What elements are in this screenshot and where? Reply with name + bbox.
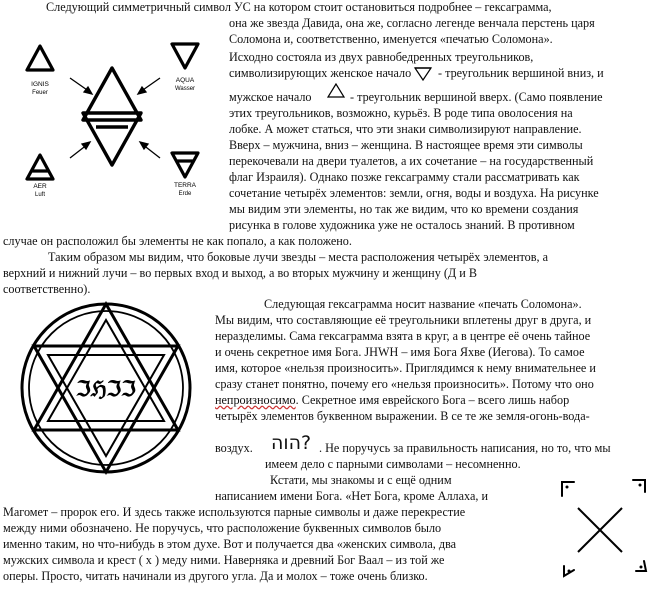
aer-sublabel: Luft xyxy=(34,192,46,198)
p1-line-14: рисунка в голове художника уже не осталось знаний. В противном xyxy=(229,218,575,232)
allah-name-figure xyxy=(550,468,660,588)
fire-symbol xyxy=(27,46,53,70)
p4-line-5: именно таким, но что-нибудь в этом духе. Вот и получается два «женских символа, два xyxy=(3,537,457,551)
aer-label: AER xyxy=(33,183,47,190)
p1-line-5b: - треугольник вершиной вниз, и xyxy=(438,66,604,80)
seal-inscription: ℑℌℑℑ xyxy=(76,378,136,401)
p4-line-1: Кстати, мы знакомы и с ещё одним xyxy=(270,473,452,487)
terra-label: TERRA xyxy=(173,182,197,189)
p1-line-11: флаг Израиля). Однако позже гексаграмму стали рассматривать как xyxy=(229,170,580,184)
earth-symbol xyxy=(172,153,198,177)
p4-line-7: оперы. Просто, читать начинали из другого угла. Да и молох – тоже очень близко. xyxy=(3,569,428,583)
p2-line-1: Таким образом мы видим, что боковые лучи звезды – места расположения четырёх элементов, а xyxy=(48,250,549,264)
four-elements-figure xyxy=(0,0,240,200)
p3-line-7b: . Секретное имя еврейского Бога – всего лишь набор xyxy=(295,393,570,407)
p4-line-3: Магомет – пророк его. И здесь также используются парные символы и даже перекрестие xyxy=(3,505,466,519)
terra-sublabel: Erde xyxy=(178,191,192,197)
p1-line-3: Соломона и, соответственно, именуется «печатью Соломона». xyxy=(229,32,553,46)
p3-line-10: имеем дело с парными символами – несомненно. xyxy=(265,457,521,471)
air-symbol xyxy=(27,155,53,179)
unpronounceable-word: непроизносимо xyxy=(215,393,296,407)
p1-line-4: Исходно состояла из двух равнобедренных треугольников, xyxy=(229,50,534,64)
p1-line-5: символизирующих женское начало xyxy=(229,66,412,80)
p1-line-6: мужское начало xyxy=(229,90,312,104)
p4-line-6: мужских символа и крест ( х ) меду ними. Наверняка и древний Бог Ваал – из той же xyxy=(3,553,445,567)
p1-line-10: перекочевали на двери туалетов, а их сочетание – на государственный xyxy=(229,154,594,168)
p3-line-4: и очень секретное имя Бога. JHWH – имя Бога Яхве (Иегова). То самое xyxy=(215,345,585,359)
p1-line-9: Вверх – мужчина, вниз – женщина. В настоящее время эти символы xyxy=(229,138,583,152)
water-symbol xyxy=(172,44,198,68)
p3-line-5: имя, которое «нельзя произносить». Приглядимся к нему внимательнее и xyxy=(215,361,596,375)
p3-line-3: неразделимы. Сама гексаграмма взята в круг, а в центре её очень тайное xyxy=(215,329,591,343)
ignis-label: IGNIS xyxy=(31,81,49,88)
p2-line-3: соответственно). xyxy=(3,282,91,296)
triangle-up-icon xyxy=(325,82,347,100)
p3-line-8: четырёх элементов буквенном выражении. В се те же земля-огонь-вода- xyxy=(215,409,590,423)
p3-line-9b: . Не поручусь за правильность написания, но то, что мы xyxy=(319,441,611,455)
p1-line-2: она же звезда Давида, она же, согласно легенде венчала перстень царя xyxy=(229,16,595,30)
p3-line-9: воздух. xyxy=(215,441,253,455)
p4-line-2: написанием имени Бога. «Нет Бога, кроме Аллаха, и xyxy=(215,489,488,503)
p1-line-8: лобке. А может статься, что эти знаки символизируют направление. xyxy=(229,122,582,136)
p1-line-12: сочетание четырёх элементов: земли, огня, воды и воздуха. На рисунке xyxy=(229,186,599,200)
hebrew-glyph: הוה? xyxy=(271,432,312,454)
ignis-sublabel: Feuer xyxy=(32,90,48,96)
aqua-sublabel: Wasser xyxy=(174,86,196,92)
p1-line-7: этих треугольников, возможно, курьёз. В роде типа оволосения на xyxy=(229,106,573,120)
p3-line-7 xyxy=(215,393,569,409)
p1-line-15: случае он расположил бы элементы не как попало, а как положено. xyxy=(3,234,352,248)
p2-line-2: верхний и нижний лучи – во первых вход и выход, а во вторых мужчину и женщину (Д и В xyxy=(3,266,477,280)
p3-line-1: Следующая гексаграмма носит название «печать Соломона». xyxy=(264,297,582,311)
p3-line-6: сразу станет понятно, почему его «нельзя произносить». Потому что оно xyxy=(215,377,594,391)
triangle-down-icon xyxy=(412,66,434,82)
p1-line-6b: - треугольник вершиной вверх. (Само появление xyxy=(350,90,603,104)
aqua-label: AQUA xyxy=(175,77,195,84)
p3-line-2: Мы видим, что составляющие её треугольники вплетены друг в друга, и xyxy=(215,313,592,327)
p1-line-13: мы видим эти элементы, но так же видим, что ко времени создания xyxy=(229,202,579,216)
p1-line-1: Следующий симметричный символ УС на котором стоит остановиться подробнее – гексаграмма, xyxy=(46,0,552,14)
hexagram-symbol xyxy=(83,68,141,165)
p4-line-4: между ними обозначено. Не поручусь, что расположение буквенных символов было xyxy=(3,521,442,535)
